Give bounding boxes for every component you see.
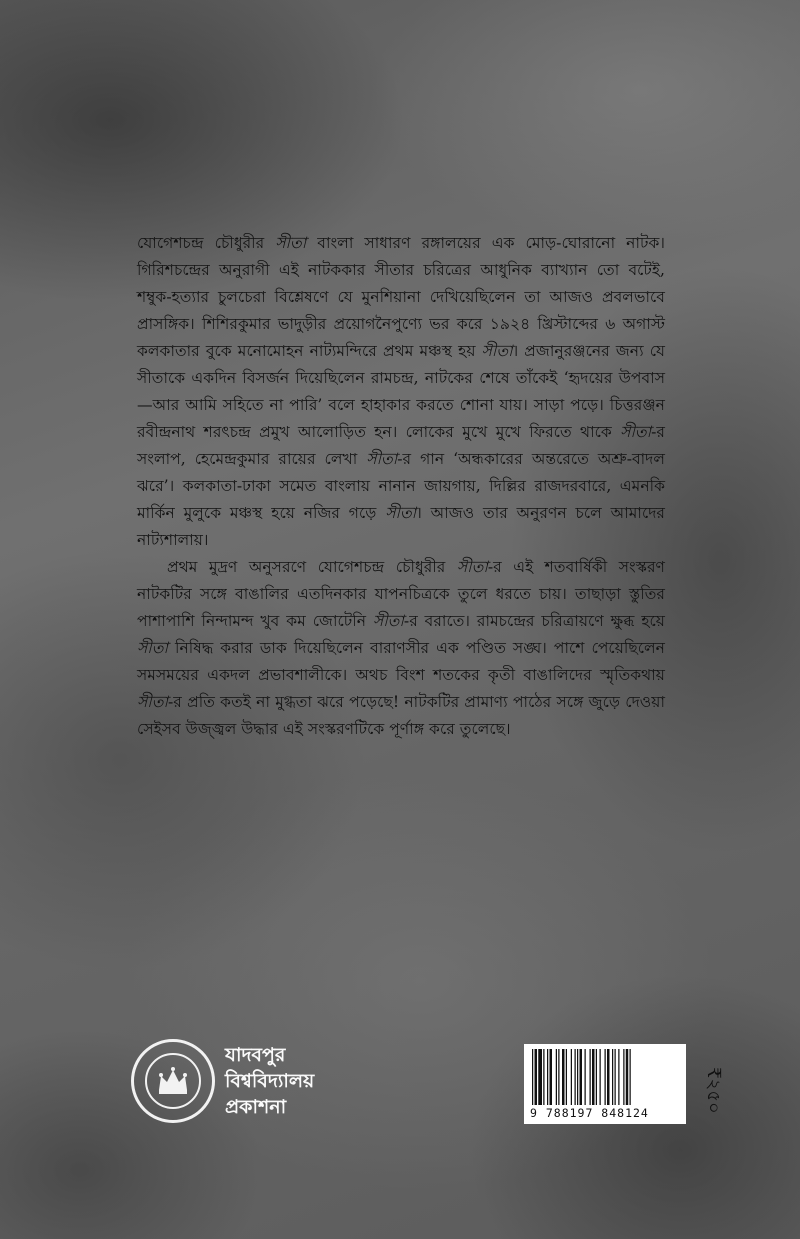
university-seal-icon <box>131 1039 215 1123</box>
isbn-number: 9 788197 848124 <box>530 1106 649 1120</box>
book-title-inline: সীতা <box>137 693 168 711</box>
blurb-paragraph-1: যোগেশচন্দ্র চৌধুরীর সীতা বাংলা সাধারণ রঙ্গালয়ের এক মোড়-ঘোরানো নাটক। গিরিশচন্দ্রের অনুরাগী এই নাটককার সীতার চরিত্রের আধুনিক ব্যাখ্যান তো বটেই, শম্বুক-হত্যার চুলচেরা বিশ্লেষণে যে মুনশিয়ানা দেখিয়েছিলেন তা আজও প্রবলভাবে প্রাসঙ্গিক। শিশিরকুমার ভাদুড়ীর প্রয়োগনৈপুণ্যে ভর করে ১৯২৪ খ্রিস্টাব্দের ৬ অগাস্ট কলকাতার বুকে মনোমোহন নাট্যমন্দিরে প্রথম মঞ্চস্থ হয় সীতা। প্রজানুরঞ্জনের জন্য যে সীতাকে একদিন বিসর্জন দিয়েছিলেন রামচন্দ্র, নাটকের শেষে তাঁকেই ‘হৃদয়ের উপবাস—আর আমি সহিতে না পারি’ বলে হাহাকার করতে শোনা যায়। সাড়া পড়ে। চিত্তরঞ্জন রবীন্দ্রনাথ শরৎচন্দ্র প্রমুখ আলোড়িত হন। লোকের মুখে মুখে ফিরতে থাকে সীতা-র সংলাপ, হেমেন্দ্রকুমার রায়ের লেখা সীতা-র গান ‘অন্ধকারের অন্তরেতে অশ্রু-বাদল ঝরে’। কলকাতা-ঢাকা সমেত বাংলায় নানান জায়গায়, দিল্লির রাজদরবারে, এমনকি মার্কিন মুলুকে মঞ্চস্থ হয়ে নজির গড়ে সীতা। আজও তার অনুরণন চলে আমাদের নাট্যশালায়। <box>137 234 665 549</box>
isbn-barcode <box>524 1044 686 1124</box>
blurb-paragraph-2: প্রথম মুদ্রণ অনুসরণে যোগেশচন্দ্র চৌধুরীর সীতা-র এই শতবার্ষিকী সংস্করণ নাটকটির সঙ্গে বাঙালির এতদিনকার যাপনচিত্রকে তুলে ধরতে চায়। তাছাড়া স্তুতির পাশাপাশি নিন্দামন্দ খুব কম জোটেনি সীতা-র বরাতে। রামচন্দ্রের চরিত্রায়ণে ক্ষুব্ধ হয়ে সীতা নিষিদ্ধ করার ডাক দিয়েছিলেন বারাণসীর এক পণ্ডিত সঙ্ঘ। পাশে পেয়েছিলেন সমসময়ের একদল প্রভাবশালীকে। অথচ বিংশ শতকের কৃতী বাঙালিদের স্মৃতিকথায় সীতা-র প্রতি কতই না মুগ্ধতা ঝরে পড়েছে! নাটকটির প্রামাণ্য পাঠের সঙ্গে জুড়ে দেওয়া সেইসব উজ্জ্বল উদ্ধার এই সংস্করণটিকে পূর্ণাঙ্গ করে তুলেছে। <box>137 558 665 738</box>
book-title-inline: সীতা <box>620 423 652 441</box>
book-title-inline: সীতা <box>385 504 417 522</box>
publisher-block <box>131 1036 314 1126</box>
price-label <box>702 1050 722 1130</box>
barcode-bars-icon <box>530 1049 680 1105</box>
book-title-inline: সীতা <box>372 612 404 630</box>
book-title-inline: সীতা <box>481 342 513 360</box>
book-title-inline: সীতা <box>366 450 398 468</box>
book-title-inline: সীতা <box>275 234 307 252</box>
publisher-line-3: প্রকাশনা <box>225 1096 287 1118</box>
book-title-inline: সীতা <box>137 639 168 657</box>
publisher-name <box>225 1042 314 1120</box>
book-title-inline: সীতা <box>456 558 488 576</box>
publisher-line-2: বিশ্ববিদ্যালয় <box>225 1070 315 1092</box>
blurb-text <box>137 230 665 743</box>
publisher-line-1: যাদবপুর <box>225 1044 286 1066</box>
price-text: ₹২৫০ <box>702 1066 724 1114</box>
